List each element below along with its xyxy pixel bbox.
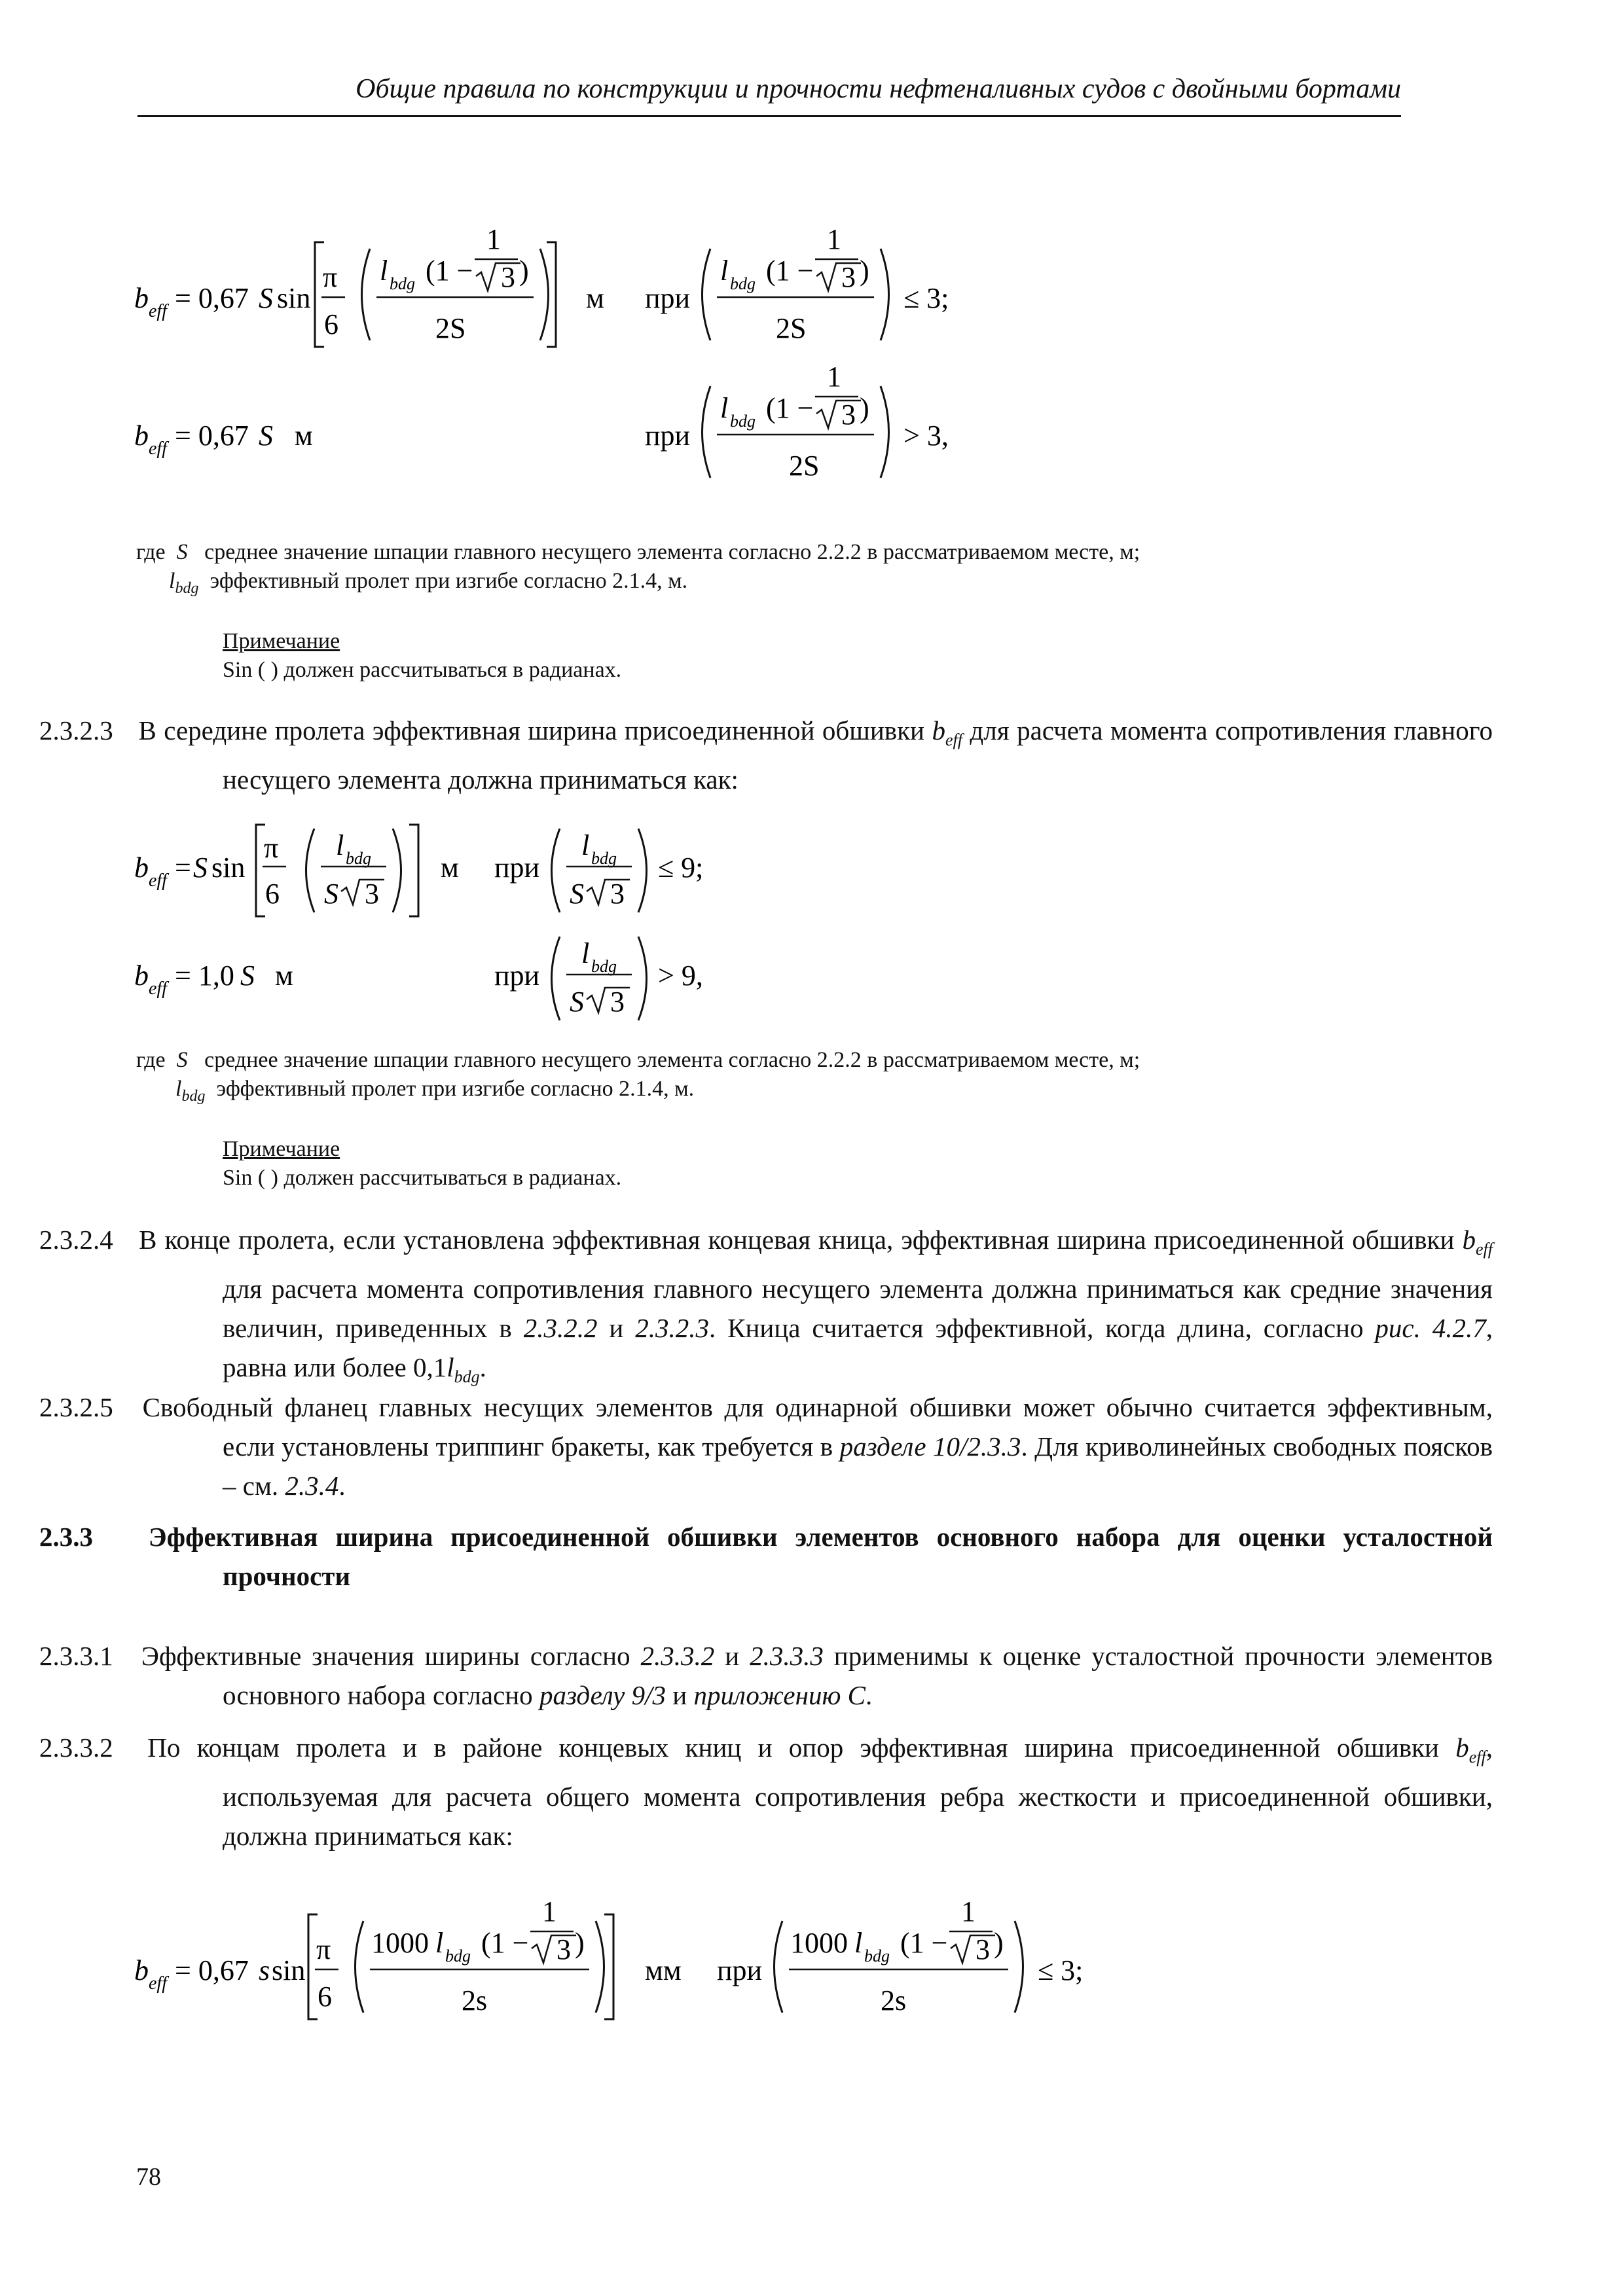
where-l-line-2: $l_{bdg}$ эффективный пролет при изгибе согласно 2.1.4, м. (175, 1077, 695, 1105)
svg-text:b: b (134, 1954, 149, 1986)
svg-text:= 0,67: = 0,67 (175, 420, 249, 452)
svg-text:l: l (336, 829, 344, 861)
svg-text:b: b (134, 282, 149, 314)
svg-text:3: 3 (610, 986, 625, 1018)
svg-text:l: l (854, 1927, 863, 1959)
header-rule (137, 115, 1401, 117)
svg-text:м: м (441, 852, 459, 884)
svg-text:6: 6 (324, 308, 338, 340)
svg-text:l: l (380, 255, 388, 287)
svg-text:3: 3 (976, 1933, 990, 1965)
where-S-line-2: где S среднее значение шпации главного несущего элемента согласно 2.2.2 в рассматриваемом месте, м; (136, 1048, 1140, 1072)
svg-text:при: при (645, 282, 691, 314)
svg-text:s: s (259, 1954, 270, 1986)
svg-text:3: 3 (365, 878, 379, 910)
paragraph-2-3-3-2: 2.3.3.2 По концам пролета и в районе концевых книц и опор эффективная ширина присоединенной обшивки $b_{eff}$, используемая для расчета общего момента сопротивления ребра жесткости и присоединенной обшивки, должна приниматься как: (39, 1732, 1493, 1852)
svg-text:bdg: bdg (591, 957, 617, 976)
svg-text:): ) (575, 1927, 585, 1959)
svg-text:): ) (860, 392, 869, 424)
svg-text:sin: sin (277, 282, 311, 314)
svg-text:bdg: bdg (591, 849, 617, 868)
svg-text:π: π (316, 1933, 331, 1965)
svg-text:(1 −: (1 − (900, 1927, 948, 1959)
paragraph-2-3-2-5: 2.3.2.5 Свободный фланец главных несущих элементов для одинарной обшивки может обычно считается эффективным, если установлены триппинг бракеты, как требуется в разделе 10/2.3.3. Для криволинейных свободных поясков – см. 2.3.4. (39, 1392, 1493, 1501)
svg-text:2s: 2s (462, 1984, 488, 2017)
svg-text:eff: eff (149, 978, 167, 999)
svg-text:S: S (570, 878, 584, 910)
svg-text:bdg: bdg (346, 849, 371, 868)
svg-text:l: l (435, 1927, 444, 1959)
svg-text:= 0,67: = 0,67 (175, 282, 249, 314)
svg-text:3: 3 (610, 878, 625, 910)
formula-beff-gt9 (128, 920, 979, 1031)
svg-text:при: при (494, 852, 540, 884)
svg-text:1: 1 (486, 223, 501, 255)
svg-text:3: 3 (841, 399, 856, 431)
svg-text:π: π (323, 261, 338, 293)
svg-text:≤ 3;: ≤ 3; (903, 282, 949, 314)
svg-text:(1 −: (1 − (766, 392, 814, 424)
svg-text:(1 −: (1 − (481, 1927, 529, 1959)
svg-text:=: = (175, 852, 191, 884)
svg-text:): ) (994, 1927, 1004, 1959)
svg-text:l: l (581, 829, 590, 861)
svg-text:l: l (720, 255, 729, 287)
svg-text:2S: 2S (776, 312, 807, 344)
svg-text:6: 6 (265, 878, 280, 910)
paragraph-2-3-2-4: 2.3.2.4 В конце пролета, если установлена эффективная концевая кница, эффективная ширина присоединенной обшивки $b_{eff}$ для расчета момента сопротивления главного несущего элемента должна приниматься как средние значения величин, приведенных в 2.3.2.2 и 2.3.2.3. Кница считается эффективной, когда длина, согласно рис. 4.2.7, равна или более $0,1l_{bdg}$. (39, 1225, 1493, 1387)
svg-text:eff: eff (149, 1973, 167, 1994)
svg-text:1000: 1000 (790, 1927, 848, 1959)
svg-text:3: 3 (501, 261, 515, 293)
svg-text:при: при (645, 420, 691, 452)
svg-text:1: 1 (827, 367, 841, 393)
svg-text:2s: 2s (881, 1984, 907, 2017)
svg-text:bdg: bdg (864, 1946, 890, 1965)
svg-text:b: b (134, 852, 149, 884)
svg-text:1: 1 (542, 1895, 556, 1928)
svg-text:S: S (240, 960, 255, 992)
svg-text:S: S (570, 986, 584, 1018)
svg-text:l: l (581, 937, 590, 969)
svg-text:bdg: bdg (730, 274, 756, 293)
section-heading-2-3-3: 2.3.3 Эффективная ширина присоединенной обшивки элементов основного набора для оценки усталостной прочности (39, 1522, 1493, 1591)
svg-text:S: S (324, 878, 338, 910)
svg-text:3: 3 (841, 261, 856, 293)
formula-beff-le9 (128, 805, 979, 923)
svg-text:= 0,67: = 0,67 (175, 1954, 249, 1986)
svg-text:3: 3 (556, 1933, 571, 1965)
svg-text:b: b (134, 420, 149, 452)
note-title: Примечание (223, 629, 340, 653)
svg-text:≤ 3;: ≤ 3; (1038, 1954, 1084, 1986)
svg-text:м: м (295, 420, 313, 452)
svg-text:eff: eff (149, 439, 167, 459)
svg-text:= 1,0: = 1,0 (175, 960, 234, 992)
svg-text:S: S (259, 282, 273, 314)
note-text-2: Sin ( ) должен рассчитываться в радианах. (223, 1166, 622, 1190)
paragraph-2-3-3-1: 2.3.3.1 Эффективные значения ширины согласно 2.3.3.2 и 2.3.3.3 применимы к оценке усталостной прочности элементов основного набора согласно разделу 9/3 и приложению С. (39, 1641, 1493, 1710)
svg-text:bdg: bdg (730, 412, 756, 431)
svg-text:2S: 2S (435, 312, 466, 344)
svg-text:> 3,: > 3, (903, 420, 949, 452)
svg-text:): ) (519, 255, 529, 287)
svg-text:м: м (275, 960, 293, 992)
svg-text:π: π (264, 832, 279, 864)
svg-text:(1 −: (1 − (426, 255, 473, 287)
svg-text:> 9,: > 9, (658, 960, 703, 992)
svg-text:при: при (717, 1954, 763, 1986)
svg-text:6: 6 (318, 1981, 332, 2013)
formula-beff-gt3 (128, 367, 979, 497)
svg-text:eff: eff (149, 301, 167, 321)
svg-text:S: S (259, 420, 273, 452)
svg-text:м: м (586, 282, 604, 314)
svg-text:1000: 1000 (371, 1927, 429, 1959)
where-S-line: где S среднее значение шпации главного несущего элемента согласно 2.2.2 в рассматриваемом месте, м; (136, 540, 1140, 564)
formula-beff-sin-le3 (128, 209, 979, 367)
svg-text:мм: мм (645, 1954, 682, 1986)
running-header: Общие правила по конструкции и прочности нефтеналивных судов с двойными бортами (356, 74, 1401, 104)
where-l-line: $l_{bdg}$ эффективный пролет при изгибе согласно 2.1.4, м. (169, 569, 688, 597)
svg-text:≤ 9;: ≤ 9; (658, 852, 704, 884)
svg-text:bdg: bdg (445, 1946, 471, 1965)
svg-text:1: 1 (827, 223, 841, 255)
svg-text:1: 1 (961, 1895, 976, 1928)
svg-text:l: l (720, 392, 729, 424)
svg-text:sin: sin (272, 1954, 306, 1986)
note-title-2: Примечание (223, 1137, 340, 1161)
formula-beff-mm-le3 (128, 1882, 1110, 2039)
svg-text:2S: 2S (789, 450, 820, 482)
paragraph-2-3-2-3: 2.3.2.3 В середине пролета эффективная ширина присоединенной обшивки $b_{eff}$ для расчета момента сопротивления главного несущего элемента должна приниматься как: (39, 715, 1493, 795)
note-text: Sin ( ) должен рассчитываться в радианах. (223, 658, 622, 682)
svg-text:S: S (193, 852, 208, 884)
svg-text:bdg: bdg (390, 274, 415, 293)
svg-text:): ) (860, 255, 869, 287)
svg-text:при: при (494, 960, 540, 992)
svg-text:sin: sin (211, 852, 246, 884)
svg-text:(1 −: (1 − (766, 255, 814, 287)
page-number: 78 (136, 2163, 161, 2191)
svg-text:eff: eff (149, 870, 167, 891)
svg-text:b: b (134, 960, 149, 992)
